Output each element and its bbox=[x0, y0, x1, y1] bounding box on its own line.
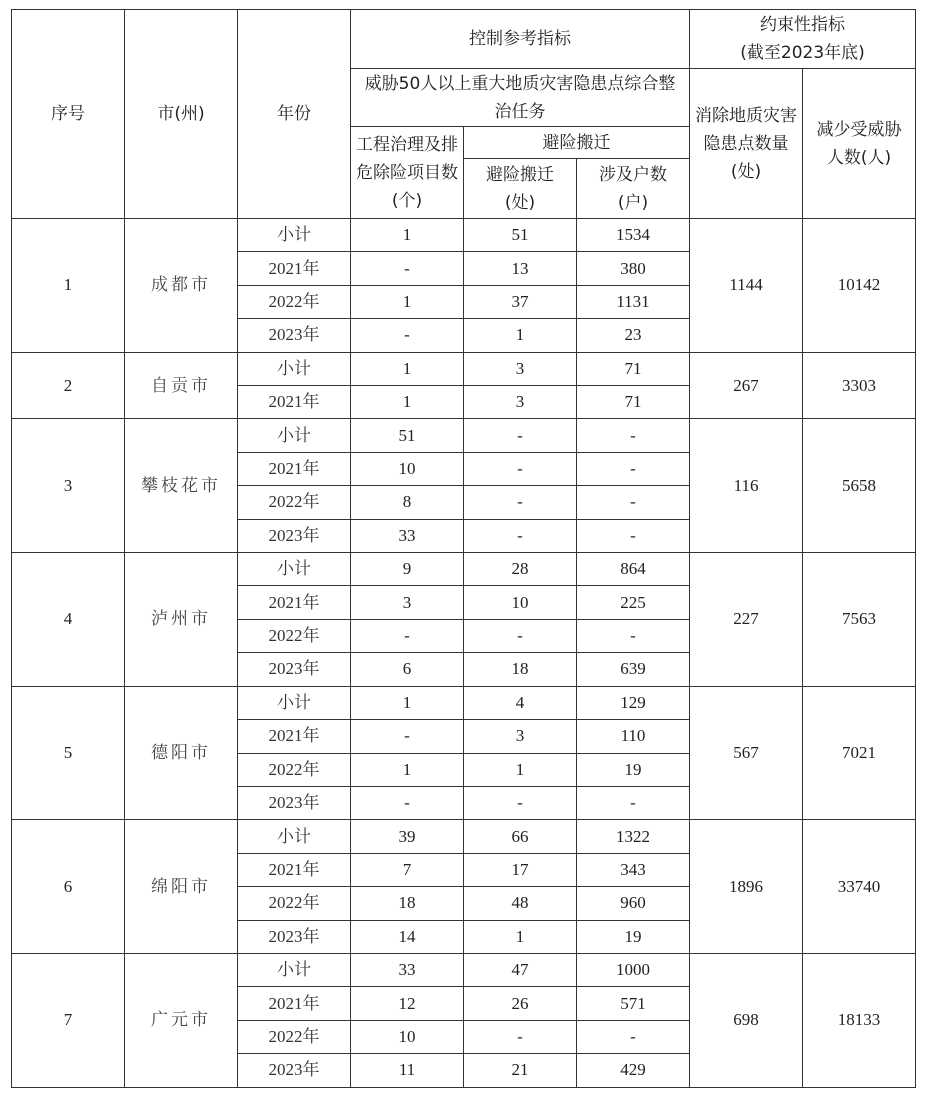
relocation-sites-cell: 28 bbox=[464, 553, 577, 586]
year-cell: 2021年 bbox=[238, 386, 351, 419]
engineering-count-cell: - bbox=[351, 252, 464, 285]
relocation-sites-cell: 47 bbox=[464, 953, 577, 986]
households-cell: 225 bbox=[577, 586, 690, 619]
eliminate-count-cell: 1896 bbox=[690, 820, 803, 954]
eliminate-count-cell: 1144 bbox=[690, 219, 803, 353]
city-name-cell: 德阳市 bbox=[125, 686, 238, 820]
engineering-count-cell: 10 bbox=[351, 1020, 464, 1053]
engineering-count-cell: 39 bbox=[351, 820, 464, 853]
households-cell: 380 bbox=[577, 252, 690, 285]
households-cell: 19 bbox=[577, 753, 690, 786]
households-cell: - bbox=[577, 786, 690, 819]
year-cell: 小计 bbox=[238, 352, 351, 385]
year-cell: 2023年 bbox=[238, 1054, 351, 1087]
relocation-sites-cell: 1 bbox=[464, 753, 577, 786]
engineering-count-cell: 8 bbox=[351, 486, 464, 519]
households-cell: 571 bbox=[577, 987, 690, 1020]
header-task: 威胁50人以上重大地质灾害隐患点综合整治任务 bbox=[351, 69, 690, 127]
header-binding-title: 约束性指标 bbox=[760, 15, 846, 35]
households-cell: - bbox=[577, 486, 690, 519]
reduce-people-cell: 10142 bbox=[803, 219, 916, 353]
year-cell: 小计 bbox=[238, 553, 351, 586]
relocation-sites-cell: - bbox=[464, 519, 577, 552]
seq-cell: 5 bbox=[12, 686, 125, 820]
relocation-sites-cell: - bbox=[464, 486, 577, 519]
households-cell: 864 bbox=[577, 553, 690, 586]
households-cell: - bbox=[577, 452, 690, 485]
year-cell: 小计 bbox=[238, 219, 351, 252]
households-cell: 110 bbox=[577, 720, 690, 753]
year-cell: 2021年 bbox=[238, 720, 351, 753]
reduce-people-cell: 18133 bbox=[803, 953, 916, 1087]
reduce-people-cell: 5658 bbox=[803, 419, 916, 553]
year-cell: 2023年 bbox=[238, 653, 351, 686]
reduce-people-cell: 7021 bbox=[803, 686, 916, 820]
year-cell: 2022年 bbox=[238, 619, 351, 652]
households-cell: - bbox=[577, 519, 690, 552]
table-row bbox=[12, 219, 916, 252]
households-cell: 1131 bbox=[577, 285, 690, 318]
relocation-sites-cell: - bbox=[464, 1020, 577, 1053]
seq-cell: 1 bbox=[12, 219, 125, 353]
relocation-sites-cell: - bbox=[464, 452, 577, 485]
engineering-count-cell: 18 bbox=[351, 887, 464, 920]
header-households: 涉及户数(户) bbox=[577, 159, 690, 219]
households-cell: 639 bbox=[577, 653, 690, 686]
year-cell: 2021年 bbox=[238, 586, 351, 619]
households-cell: 23 bbox=[577, 319, 690, 352]
header-control-indicators: 控制参考指标 bbox=[351, 10, 690, 69]
relocation-sites-cell: - bbox=[464, 619, 577, 652]
table-row bbox=[12, 686, 916, 719]
relocation-sites-cell: 48 bbox=[464, 887, 577, 920]
year-cell: 2022年 bbox=[238, 887, 351, 920]
relocation-sites-cell: 17 bbox=[464, 853, 577, 886]
engineering-count-cell: 3 bbox=[351, 586, 464, 619]
year-cell: 2022年 bbox=[238, 1020, 351, 1053]
header-seq: 序号 bbox=[12, 10, 125, 219]
seq-cell: 4 bbox=[12, 553, 125, 687]
engineering-count-cell: 12 bbox=[351, 987, 464, 1020]
city-name-cell: 绵阳市 bbox=[125, 820, 238, 954]
table-row bbox=[12, 419, 916, 452]
eliminate-count-cell: 267 bbox=[690, 352, 803, 419]
header-binding-indicators bbox=[690, 10, 916, 69]
relocation-sites-cell: 66 bbox=[464, 820, 577, 853]
households-cell: 71 bbox=[577, 352, 690, 385]
eliminate-count-cell: 698 bbox=[690, 953, 803, 1087]
header-relocation: 避险搬迁 bbox=[464, 127, 690, 159]
engineering-count-cell: 6 bbox=[351, 653, 464, 686]
engineering-count-cell: 1 bbox=[351, 686, 464, 719]
eliminate-count-cell: 116 bbox=[690, 419, 803, 553]
seq-cell: 2 bbox=[12, 352, 125, 419]
year-cell: 2022年 bbox=[238, 486, 351, 519]
engineering-count-cell: - bbox=[351, 619, 464, 652]
reduce-people-cell: 33740 bbox=[803, 820, 916, 954]
relocation-sites-cell: 1 bbox=[464, 920, 577, 953]
reduce-people-cell: 7563 bbox=[803, 553, 916, 687]
engineering-count-cell: 1 bbox=[351, 219, 464, 252]
year-cell: 2021年 bbox=[238, 252, 351, 285]
engineering-count-cell: 1 bbox=[351, 753, 464, 786]
relocation-sites-cell: 4 bbox=[464, 686, 577, 719]
households-cell: 19 bbox=[577, 920, 690, 953]
relocation-sites-cell: 18 bbox=[464, 653, 577, 686]
relocation-sites-cell: - bbox=[464, 786, 577, 819]
engineering-count-cell: 33 bbox=[351, 519, 464, 552]
table-row bbox=[12, 352, 916, 385]
households-cell: 343 bbox=[577, 853, 690, 886]
engineering-count-cell: 14 bbox=[351, 920, 464, 953]
households-cell: - bbox=[577, 619, 690, 652]
city-name-cell: 广元市 bbox=[125, 953, 238, 1087]
city-name-cell: 自贡市 bbox=[125, 352, 238, 419]
year-cell: 小计 bbox=[238, 419, 351, 452]
header-engineering: 工程治理及排危除险项目数(个) bbox=[351, 127, 464, 219]
engineering-count-cell: 10 bbox=[351, 452, 464, 485]
households-cell: 1322 bbox=[577, 820, 690, 853]
relocation-sites-cell: 51 bbox=[464, 219, 577, 252]
relocation-sites-cell: 3 bbox=[464, 352, 577, 385]
reduce-people-cell: 3303 bbox=[803, 352, 916, 419]
relocation-sites-cell: 10 bbox=[464, 586, 577, 619]
households-cell: - bbox=[577, 1020, 690, 1053]
header-city: 市(州) bbox=[125, 10, 238, 219]
relocation-sites-cell: 26 bbox=[464, 987, 577, 1020]
city-name-cell: 攀枝花市 bbox=[125, 419, 238, 553]
year-cell: 2023年 bbox=[238, 786, 351, 819]
engineering-count-cell: 9 bbox=[351, 553, 464, 586]
engineering-count-cell: 7 bbox=[351, 853, 464, 886]
header-relocation-sites: 避险搬迁(处) bbox=[464, 159, 577, 219]
relocation-sites-cell: 3 bbox=[464, 386, 577, 419]
engineering-count-cell: - bbox=[351, 319, 464, 352]
city-name-cell: 泸州市 bbox=[125, 553, 238, 687]
engineering-count-cell: - bbox=[351, 720, 464, 753]
city-name-cell: 成都市 bbox=[125, 219, 238, 353]
eliminate-count-cell: 227 bbox=[690, 553, 803, 687]
header-year: 年份 bbox=[238, 10, 351, 219]
engineering-count-cell: 11 bbox=[351, 1054, 464, 1087]
year-cell: 2021年 bbox=[238, 452, 351, 485]
geohazard-task-table bbox=[11, 9, 916, 1088]
engineering-count-cell: 1 bbox=[351, 352, 464, 385]
households-cell: 129 bbox=[577, 686, 690, 719]
table-row bbox=[12, 820, 916, 853]
relocation-sites-cell: - bbox=[464, 419, 577, 452]
year-cell: 小计 bbox=[238, 686, 351, 719]
year-cell: 小计 bbox=[238, 953, 351, 986]
table-row bbox=[12, 953, 916, 986]
households-cell: 1534 bbox=[577, 219, 690, 252]
seq-cell: 6 bbox=[12, 820, 125, 954]
households-cell: - bbox=[577, 419, 690, 452]
eliminate-count-cell: 567 bbox=[690, 686, 803, 820]
households-cell: 71 bbox=[577, 386, 690, 419]
year-cell: 2023年 bbox=[238, 920, 351, 953]
households-cell: 429 bbox=[577, 1054, 690, 1087]
year-cell: 2021年 bbox=[238, 853, 351, 886]
engineering-count-cell: - bbox=[351, 786, 464, 819]
year-cell: 2021年 bbox=[238, 987, 351, 1020]
header-reduce: 减少受威胁人数(人) bbox=[803, 69, 916, 219]
engineering-count-cell: 51 bbox=[351, 419, 464, 452]
relocation-sites-cell: 3 bbox=[464, 720, 577, 753]
year-cell: 2023年 bbox=[238, 319, 351, 352]
year-cell: 2023年 bbox=[238, 519, 351, 552]
header-eliminate: 消除地质灾害隐患点数量(处) bbox=[690, 69, 803, 219]
households-cell: 960 bbox=[577, 887, 690, 920]
engineering-count-cell: 33 bbox=[351, 953, 464, 986]
year-cell: 2022年 bbox=[238, 753, 351, 786]
relocation-sites-cell: 21 bbox=[464, 1054, 577, 1087]
relocation-sites-cell: 37 bbox=[464, 285, 577, 318]
households-cell: 1000 bbox=[577, 953, 690, 986]
year-cell: 2022年 bbox=[238, 285, 351, 318]
seq-cell: 3 bbox=[12, 419, 125, 553]
relocation-sites-cell: 1 bbox=[464, 319, 577, 352]
seq-cell: 7 bbox=[12, 953, 125, 1087]
year-cell: 小计 bbox=[238, 820, 351, 853]
header-binding-subtitle: (截至2023年底) bbox=[740, 43, 865, 63]
engineering-count-cell: 1 bbox=[351, 386, 464, 419]
engineering-count-cell: 1 bbox=[351, 285, 464, 318]
table-row bbox=[12, 553, 916, 586]
relocation-sites-cell: 13 bbox=[464, 252, 577, 285]
